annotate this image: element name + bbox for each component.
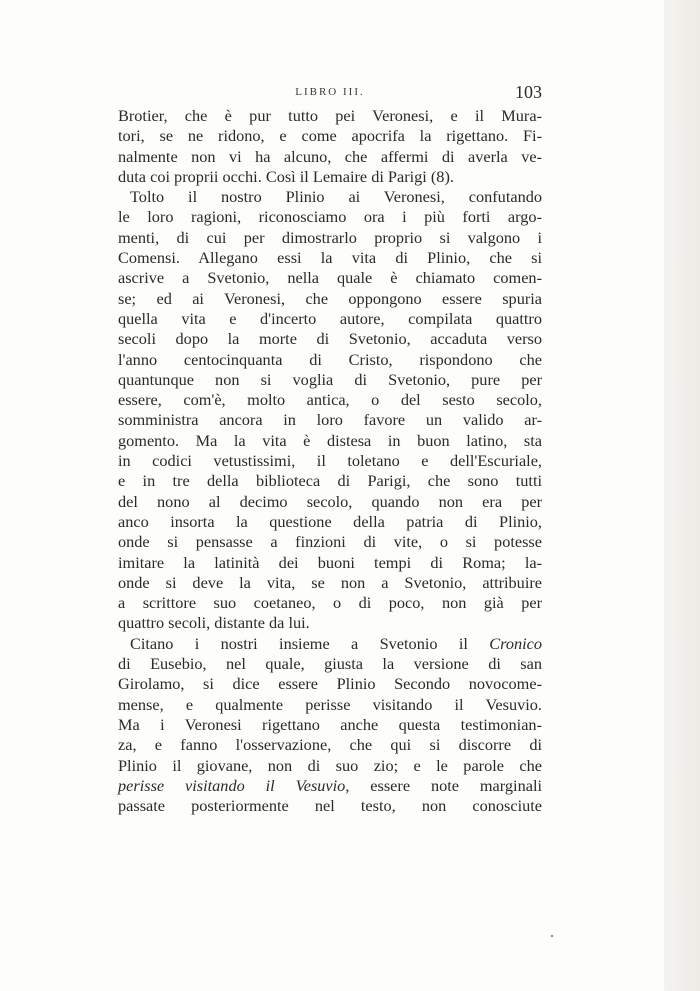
text-line: Plinio il giovane, non di suo zio; e le parole che: [118, 755, 542, 775]
page-number: 103: [515, 82, 542, 102]
text-segment: , essere note marginali: [345, 775, 542, 795]
text-line: onde si pensasse a finzioni di vite, o si potesse: [118, 532, 542, 552]
text-line: duta coi proprii occhi. Così il Lemaire di Parigi (8).: [118, 166, 454, 186]
text-line: Comensi. Allegano essi la vita di Plinio, che si: [118, 248, 542, 268]
text-line: l'anno centocinquanta di Cristo, rispondono che: [118, 349, 542, 369]
paper-speck: [551, 935, 553, 937]
text-line: Tolto il nostro Plinio ai Veronesi, confutando: [130, 187, 542, 207]
text-line: onde si deve la vita, se non a Svetonio, attribuire: [118, 572, 542, 592]
text-line: [118, 776, 542, 796]
text-line: menti, di cui per dimostrarlo proprio si valgono i: [118, 227, 542, 247]
running-title: LIBRO III.: [295, 86, 365, 98]
text-line: quantunque non si voglia di Svetonio, pure per: [118, 369, 542, 389]
text-line: gomento. Ma la vita è distesa in buon latino, sta: [118, 430, 542, 450]
text-line: quella vita e d'incerto autore, compilata quattro: [118, 308, 542, 328]
text-line: [118, 634, 542, 654]
text-line: za, e fanno l'osservazione, che qui si discorre di: [118, 735, 542, 755]
text-line: essere, com'è, molto antica, o del sesto secolo,: [118, 390, 542, 410]
text-line: nalmente non vi ha alcuno, che affermi di averla ve-: [118, 146, 542, 166]
page-gutter-shadow: [664, 0, 700, 991]
italic-title: Cronico: [489, 633, 542, 653]
running-head: [118, 82, 542, 104]
body-text: [118, 106, 542, 816]
text-line: secoli dopo la morte di Svetonio, accaduta verso: [118, 329, 542, 349]
text-line: a scrittore suo coetaneo, o di poco, non già per: [118, 593, 542, 613]
text-segment: Citano i nostri insieme a Svetonio il: [130, 633, 468, 653]
italic-phrase: perisse visitando il Vesuvio: [118, 775, 346, 795]
text-line: ascrive a Svetonio, nella quale è chiamato comen-: [118, 268, 542, 288]
text-line: le loro ragioni, riconosciamo ora i più forti argo-: [118, 207, 542, 227]
text-line: se; ed ai Veronesi, che oppongono essere spuria: [118, 288, 542, 308]
text-line: tori, se ne ridono, e come apocrifa la rigettano. Fi-: [118, 126, 542, 146]
text-line: e in tre della biblioteca di Parigi, che sono tutti: [118, 471, 542, 491]
text-line: passate posteriormente nel testo, non conosciute: [118, 796, 542, 816]
text-line: di Eusebio, nel quale, giusta la versione di san: [118, 654, 542, 674]
text-line: Girolamo, si dice essere Plinio Secondo novocome-: [118, 674, 542, 694]
text-line: somministra ancora in loro favore un valido ar-: [118, 410, 542, 430]
text-line: quattro secoli, distante da lui.: [118, 613, 310, 633]
text-line: Brotier, che è pur tutto pei Veronesi, e il Mura-: [118, 106, 542, 125]
text-line: mense, e qualmente perisse visitando il Vesuvio.: [118, 694, 542, 714]
text-line: Ma i Veronesi rigettano anche questa testimonian-: [118, 714, 542, 734]
text-line: del nono al decimo secolo, quando non era per: [118, 491, 542, 511]
text-line: imitare la latinità dei buoni tempi di Roma; la-: [118, 552, 542, 572]
text-line: in codici vetustissimi, il toletano e dell'Escuriale,: [118, 451, 542, 471]
text-line: anco insorta la questione della patria di Plinio,: [118, 511, 542, 531]
